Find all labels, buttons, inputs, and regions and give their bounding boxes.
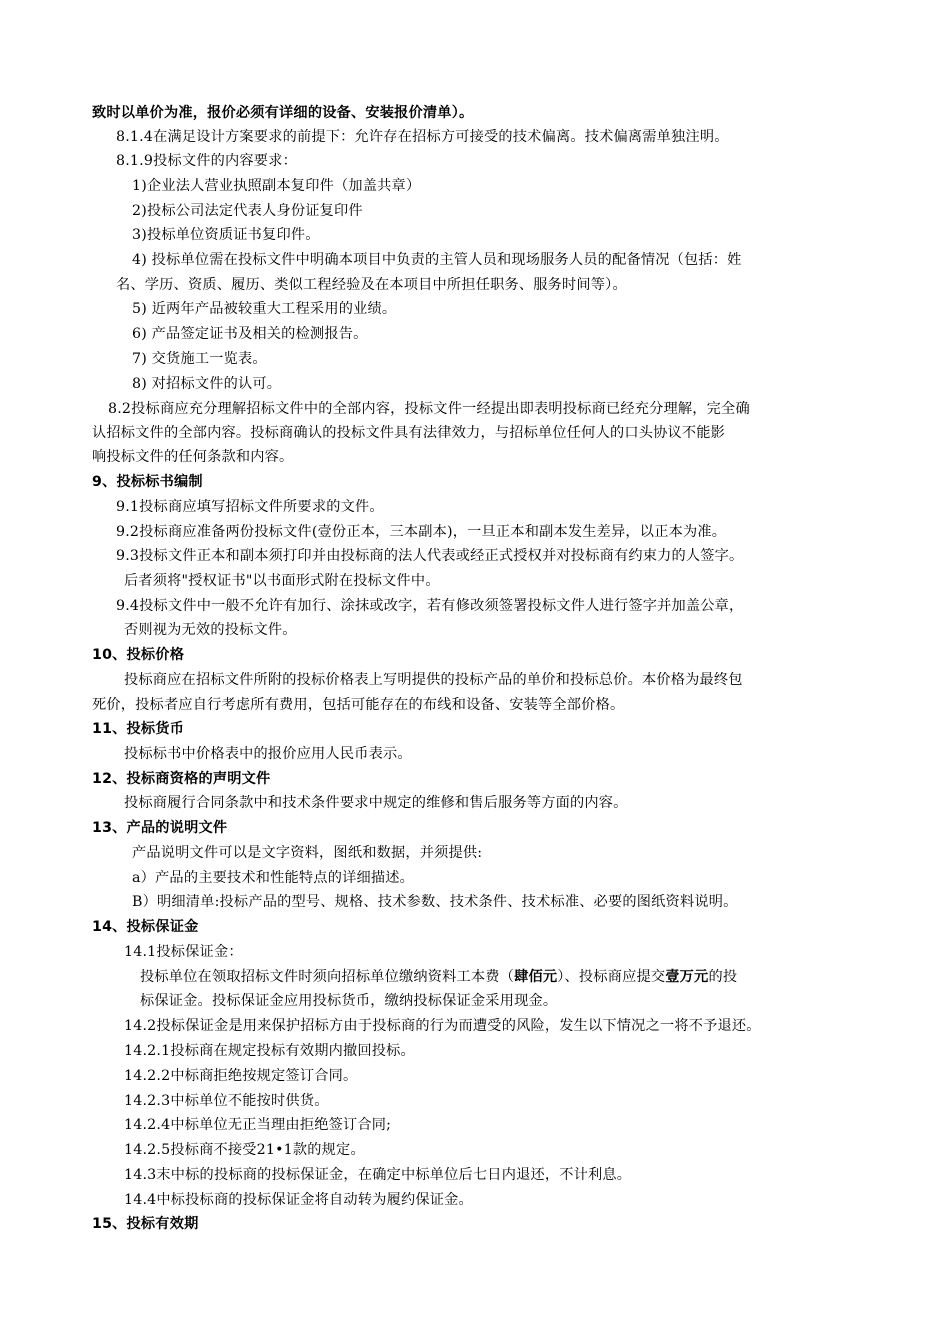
fee-text-c: ）、投标商应提交 xyxy=(557,969,666,985)
heading-15: 15、投标有效期 xyxy=(92,1216,199,1232)
clause-9-2: 9.2投标商应准备两份投标文件(壹份正本，三本副本)，一旦正本和副本发生差异，以正本为准。 xyxy=(116,524,727,540)
clause-14-2-2: 14.2.2中标商拒绝按规定签订合同。 xyxy=(124,1068,358,1084)
heading-12: 12、投标商资格的声明文件 xyxy=(92,771,271,787)
clause-9-4: 9.4投标文件中一般不允许有加行、涂抹或改字，若有修改须签署投标文件人进行签字并加盖公章， xyxy=(116,598,744,614)
list-item-2: 2)投标公司法定代表人身份证复印件 xyxy=(132,203,363,219)
clause-9-1: 9.1投标商应填写招标文件所要求的文件。 xyxy=(116,499,384,515)
list-item-8: 8) 对招标文件的认可。 xyxy=(132,376,282,392)
clause-9-3: 9.3投标文件正本和副本须打印并由投标商的法人代表或经正式授权并对投标商有约束力的人签字。 xyxy=(116,548,744,564)
heading-9: 9、投标标书编制 xyxy=(92,474,203,490)
fee-amount: 肆佰元 xyxy=(514,969,558,985)
clause-14-3: 14.3末中标的投标商的投标保证金，在确定中标单位后七日内退还，不计利息。 xyxy=(124,1167,632,1183)
para-13-b: B）明细清单:投标产品的型号、规格、技术参数、技术条件、技术标准、必要的图纸资料说明。 xyxy=(132,894,738,910)
para-13-a: a）产品的主要技术和性能特点的详细描述。 xyxy=(132,870,415,886)
heading-10: 10、投标价格 xyxy=(92,647,185,663)
para-10: 投标商应在招标文件所附的投标价格表上写明提供的投标产品的单价和投标总价。本价格为最终包 xyxy=(124,672,743,688)
list-item-5: 5) 近两年产品被较重大工程采用的业绩。 xyxy=(132,301,397,317)
heading-11: 11、投标货币 xyxy=(92,721,185,737)
clause-14-2-5: 14.2.5投标商不接受21•1款的规定。 xyxy=(124,1142,365,1158)
line-price-note: 致时以单价为准，报价必须有详细的设备、安装报价清单）。 xyxy=(92,105,474,121)
clause-14-2: 14.2投标保证金是用来保护招标方由于投标商的行为而遭受的风险，发生以下情况之一将不予退还。 xyxy=(124,1018,761,1034)
clause-8-1-4: 8.1.4在满足设计方案要求的前提下：允许存在招标方可接受的技术偏离。技术偏离需单独注明。 xyxy=(116,129,729,145)
heading-14: 14、投标保证金 xyxy=(92,919,199,935)
clause-14-2-4: 14.2.4中标单位无正当理由拒绝签订合同; xyxy=(124,1117,392,1133)
fee-text-e: 的投 xyxy=(708,969,738,985)
clause-9-4-cont: 否则视为无效的投标文件。 xyxy=(124,622,297,638)
para-11: 投标标书中价格表中的报价应用人民币表示。 xyxy=(124,746,412,762)
clause-9-3-cont: 后者须将"授权证书"以书面形式附在投标文件中。 xyxy=(124,573,440,589)
list-item-3: 3)投标单位资质证书复印件。 xyxy=(132,227,320,243)
heading-13: 13、产品的说明文件 xyxy=(92,820,228,836)
para-12: 投标商履行合同条款中和技术条件要求中规定的维修和售后服务等方面的内容。 xyxy=(124,795,628,811)
clause-8-1-9: 8.1.9投标文件的内容要求： xyxy=(116,153,297,169)
list-item-4: 4) 投标单位需在投标文件中明确本项目中负责的主管人员和现场服务人员的配备情况（包括：姓 xyxy=(132,252,742,268)
clause-8-2-cont1: 认招标文件的全部内容。投标商确认的投标文件具有法律效力，与招标单位任何人的口头协议不能影 xyxy=(92,425,726,441)
list-item-7: 7) 交货施工一览表。 xyxy=(132,351,267,367)
fee-text-a: 投标单位在领取招标文件时须向招标单位缴纳资料工本费（ xyxy=(140,969,515,985)
clause-14-1: 14.1投标保证金： xyxy=(124,944,243,960)
clause-14-4: 14.4中标投标商的投标保证金将自动转为履约保证金。 xyxy=(124,1192,473,1208)
clause-14-2-1: 14.2.1投标商在规定投标有效期内撤回投标。 xyxy=(124,1043,415,1059)
clause-14-1-cont: 标保证金。投标保证金应用投标货币，缴纳投标保证金采用现金。 xyxy=(140,993,558,1009)
list-item-4-cont: 名、学历、资质、履历、类似工程经验及在本项目中所担任职务、服务时间等）。 xyxy=(116,277,627,293)
clause-14-2-3: 14.2.3中标单位不能按时供货。 xyxy=(124,1093,329,1109)
para-10-cont: 死价，投标者应自行考虑所有费用，包括可能存在的布线和设备、安装等全部价格。 xyxy=(92,697,625,713)
clause-8-2: 8.2投标商应充分理解招标文件中的全部内容，投标文件一经提出即表明投标商已经充分理解，完全确 xyxy=(108,401,750,417)
clause-8-2-cont2: 响投标文件的任何条款和内容。 xyxy=(92,449,294,465)
deposit-amount: 壹万元 xyxy=(665,969,709,985)
para-13: 产品说明文件可以是文字资料，图纸和数据，并须提供: xyxy=(132,845,483,861)
list-item-1: 1)企业法人营业执照副本复印件（加盖共章） xyxy=(132,178,421,194)
list-item-6: 6) 产品签定证书及相关的检测报告。 xyxy=(132,326,368,342)
clause-14-1-body xyxy=(140,967,737,987)
